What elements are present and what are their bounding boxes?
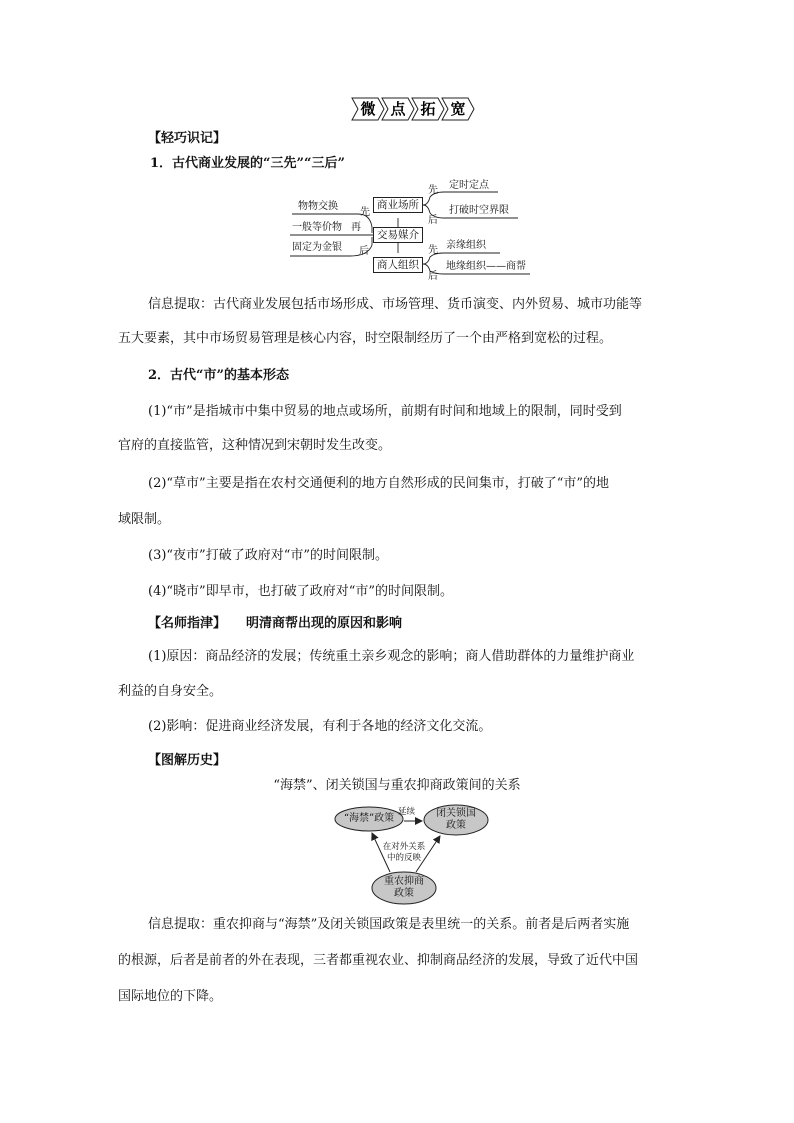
commerce-development-diagram xyxy=(0,175,794,285)
heading-teacher-guide-text: 明清商帮出现的原因和影响 xyxy=(246,616,403,631)
node-sea-ban: “海禁”政策 xyxy=(343,813,395,824)
edge-label-continue: 延续 xyxy=(398,807,416,817)
left-mark-after: 后 xyxy=(359,246,369,257)
info-1-line-2: 五大要素，其中市场贸易管理是核心内容，时空限制经历了一个由严格到宽松的过程。 xyxy=(118,331,613,346)
section-title-graphic xyxy=(0,96,794,122)
right-label-fixed-time-place: 定时定点 xyxy=(449,180,489,191)
right-label-break-limits: 打破时空界限 xyxy=(449,205,509,216)
title-char: 点 xyxy=(390,100,406,118)
market-line-1: (1)“市”是指城市中集中贸易的地点或场所，前期有时间和地域上的限制，同时受到 xyxy=(148,404,622,419)
info-1-line-1: 信息提取：古代商业发展包括市场形成、市场管理、货币演变、内外贸易、城市功能等 xyxy=(148,297,643,312)
info-2-line-2: 的根源，后者是前者的外在表现，三者都重视农业、抑制商品经济的发展，导致了近代中国 xyxy=(118,953,639,968)
right-bottom-mark-after: 后 xyxy=(428,271,438,282)
heading-illustrated-history: 【图解历史】 xyxy=(148,753,227,768)
merchant-line-1: (1)原因：商品经济的发展；传统重土亲乡观念的影响；商人借助群体的力量维护商业 xyxy=(148,649,635,664)
policy-diagram-title: “海禁”、闭关锁国与重农抑商政策间的关系 xyxy=(273,778,521,793)
title-char: 拓 xyxy=(420,100,436,118)
item-title-1: 1．古代商业发展的“三先”“三后” xyxy=(150,156,345,171)
right-label-regional-org: 地缘组织——商帮 xyxy=(446,261,526,272)
merchant-line-2: 利益的自身安全。 xyxy=(118,684,223,699)
info-2-line-3: 国际地位的下降。 xyxy=(118,989,223,1004)
left-mark-first: 先 xyxy=(360,207,370,218)
item-title-2: 2．古代“市”的基本形态 xyxy=(148,368,290,383)
right-top-mark-after: 后 xyxy=(428,215,438,226)
merchant-line-3: (2)影响：促进商业经济发展，有利于各地的经济文化交流。 xyxy=(148,719,492,734)
title-char: 微 xyxy=(360,100,376,118)
left-mark-then: 再 xyxy=(351,222,361,233)
left-label-gold-silver: 固定为金银 xyxy=(292,242,342,253)
heading-teacher-guide: 【名师指津】 xyxy=(148,616,227,631)
left-label-equivalent: 一般等价物 xyxy=(292,222,342,233)
right-top-mark-first: 先 xyxy=(428,185,438,196)
node-closed-door-2: 政策 xyxy=(446,820,466,831)
right-label-kinship-org: 亲缘组织 xyxy=(446,240,486,251)
info-2-line-1: 信息提取：重农抑商与“海禁”及闭关锁国政策是表里统一的关系。前者是后两者实施 xyxy=(148,917,630,932)
market-line-4: 域限制。 xyxy=(118,512,171,527)
policy-relation-diagram xyxy=(0,800,794,910)
node-closed-door-1: 闭关锁国 xyxy=(436,808,476,819)
title-char: 宽 xyxy=(450,100,466,118)
market-line-6: (4)“晓市”即早市，也打破了政府对“市”的时间限制。 xyxy=(148,584,453,599)
node-trade-medium: 交易媒介 xyxy=(373,227,423,243)
edge-label-reflection-2: 中的反映 xyxy=(386,853,421,863)
section-title-banner xyxy=(0,96,794,122)
node-merchant-org: 商人组织 xyxy=(373,257,423,273)
node-market-place: 商业场所 xyxy=(373,197,423,213)
heading-memorize: 【轻巧识记】 xyxy=(148,131,227,146)
market-line-3: (2)“草市”主要是指在农村交通便利的地方自然形成的民间集市，打破了“市”的地 xyxy=(148,476,609,491)
market-line-2: 官府的直接监管，这种情况到宋朝时发生改变。 xyxy=(118,438,392,453)
right-bottom-mark-first: 先 xyxy=(428,245,438,256)
left-label-barter: 物物交换 xyxy=(298,201,338,212)
node-agriculture-1: 重农抑商 xyxy=(384,876,424,887)
market-line-5: (3)“夜市”打破了政府对“市”的时间限制。 xyxy=(148,548,388,563)
edge-label-reflection-1: 在对外关系 xyxy=(382,842,426,852)
node-agriculture-2: 政策 xyxy=(394,888,414,899)
